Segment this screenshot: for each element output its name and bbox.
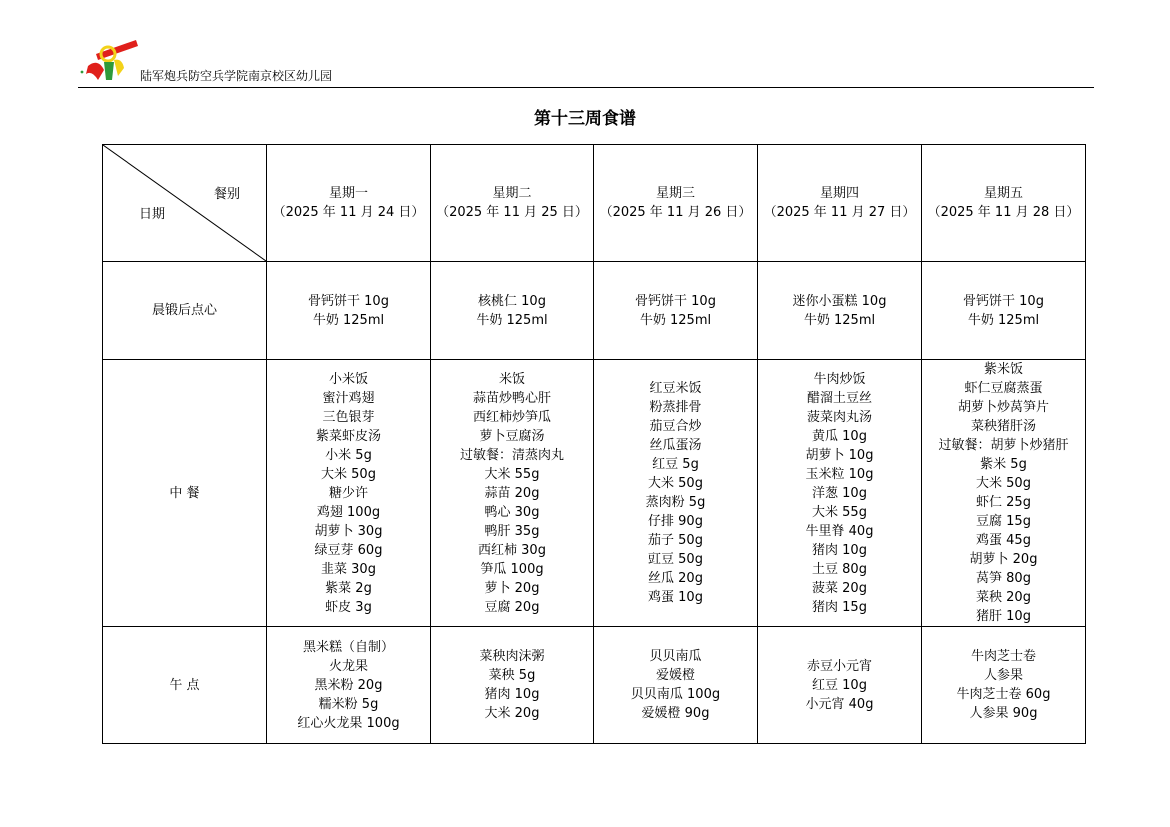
menu-item: 火龙果	[328, 658, 368, 674]
menu-item: 小米饭	[328, 371, 368, 387]
menu-cell	[594, 360, 758, 627]
menu-item: 鸡蛋 10g	[648, 590, 703, 605]
menu-item: 骨钙饼干 10g	[635, 293, 716, 309]
page-title: 第十三周食谱	[534, 109, 636, 129]
menu-cell	[758, 360, 922, 627]
day-header-thu	[758, 145, 922, 262]
menu-item: 蜜汁鸡翅	[322, 390, 375, 406]
menu-item: 胡萝卜炒莴笋片	[957, 400, 1049, 415]
menu-item: 鸭心 30g	[484, 504, 540, 520]
day-header-mon	[267, 145, 431, 262]
menu-item: 牛肉炒饭	[813, 371, 866, 387]
menu-cell	[267, 262, 431, 360]
menu-item: 虾仁豆腐蒸蛋	[964, 381, 1043, 396]
menu-item: 豆腐 15g	[976, 514, 1031, 529]
menu-item: 贝贝南瓜 100g	[630, 687, 721, 702]
menu-item: 牛肉芝士卷	[970, 649, 1036, 664]
day-name: 星期一	[328, 186, 368, 201]
menu-item: 胡萝卜 10g	[805, 447, 874, 463]
menu-item: 过敏餐：清蒸肉丸	[459, 447, 564, 463]
header-row	[103, 145, 1086, 262]
menu-item: 大米 55g	[812, 504, 867, 520]
menu-item: 蒸肉粉 5g	[645, 495, 706, 510]
menu-item: 牛肉芝士卷 60g	[956, 687, 1051, 702]
menu-item: 茄豆合炒	[649, 419, 702, 434]
menu-item: 菜秧猪肝汤	[970, 419, 1036, 434]
menu-item: 爱媛橙 90g	[641, 706, 710, 721]
menu-cell	[267, 360, 431, 627]
menu-item: 黑米粉 20g	[314, 677, 383, 693]
menu-item: 大米 50g	[976, 476, 1031, 491]
morning-snack-row	[103, 262, 1086, 360]
menu-item: 胡萝卜 30g	[314, 523, 383, 539]
day-name: 星期二	[492, 186, 532, 201]
menu-item: 土豆 80g	[812, 561, 867, 577]
menu-item: 仔排 90g	[648, 514, 703, 529]
menu-item: 大米 20g	[484, 706, 540, 721]
menu-item: 蒜苗 20g	[484, 485, 540, 501]
menu-item: 紫菜 2g	[325, 580, 372, 596]
menu-cell	[267, 627, 431, 744]
kindergarten-logo	[78, 40, 138, 82]
menu-item: 萝卜 20g	[484, 580, 540, 596]
weekly-menu-table	[102, 144, 1086, 744]
menu-item: 大米 50g	[648, 476, 703, 491]
menu-item: 豇豆 50g	[648, 552, 703, 567]
menu-item: 骨钙饼干 10g	[308, 293, 389, 309]
menu-item: 牛奶 125ml	[803, 312, 876, 328]
menu-item: 萝卜豆腐汤	[479, 428, 545, 444]
menu-item: 小元宵 40g	[805, 696, 874, 712]
menu-item: 红豆 5g	[652, 457, 699, 472]
menu-item: 菠菜 20g	[812, 580, 867, 596]
menu-item: 西红柿 30g	[478, 542, 546, 558]
menu-item: 洋葱 10g	[812, 485, 867, 501]
menu-item: 爱媛橙	[655, 668, 695, 683]
menu-cell	[922, 360, 1086, 627]
menu-item: 迷你小蛋糕 10g	[792, 293, 887, 309]
day-name: 星期四	[819, 186, 859, 201]
menu-item: 鸭肝 35g	[484, 523, 540, 539]
menu-item: 紫菜虾皮汤	[315, 428, 381, 444]
meal-row-label: 中 餐	[103, 360, 267, 627]
menu-item: 豆腐 20g	[484, 599, 540, 615]
menu-item: 红豆 10g	[812, 677, 867, 693]
day-header-wed	[594, 145, 758, 262]
menu-item: 猪肝 10g	[976, 609, 1031, 624]
menu-cell	[922, 627, 1086, 744]
menu-item: 虾皮 3g	[325, 599, 372, 615]
menu-item: 醋溜土豆丝	[806, 390, 872, 406]
menu-item: 菜秧肉沫粥	[479, 649, 545, 664]
menu-cell	[758, 262, 922, 360]
day-date: （2025 年 11 月 28 日）	[927, 205, 1080, 220]
menu-item: 牛奶 125ml	[476, 312, 548, 328]
day-header-tue	[431, 145, 594, 262]
menu-item: 红豆米饭	[649, 381, 702, 396]
menu-item: 猪肉 15g	[812, 599, 867, 615]
day-date: （2025 年 11 月 25 日）	[436, 205, 588, 220]
menu-item: 赤豆小元宵	[806, 658, 872, 674]
meal-row-label: 晨锻后点心	[103, 262, 267, 360]
menu-item: 大米 50g	[321, 466, 376, 482]
page-header	[78, 40, 1094, 88]
menu-item: 菜秧 5g	[488, 668, 536, 683]
menu-cell	[431, 262, 594, 360]
menu-item: 菠菜肉丸汤	[806, 409, 872, 425]
menu-cell	[594, 262, 758, 360]
meal-type-label: 餐别	[213, 187, 240, 202]
diagonal-divider	[103, 145, 266, 261]
menu-item: 紫米饭	[983, 362, 1023, 377]
menu-item: 笋瓜 100g	[480, 561, 544, 577]
afternoon-snack-row	[103, 627, 1086, 744]
menu-item: 米饭	[498, 371, 525, 387]
menu-item: 韭菜 30g	[321, 561, 376, 577]
menu-item: 黑米糕（自制）	[302, 639, 394, 655]
menu-item: 丝瓜 20g	[648, 571, 703, 586]
menu-item: 紫米 5g	[980, 457, 1027, 472]
menu-item: 核桃仁 10g	[478, 293, 546, 309]
menu-item: 虾仁 25g	[976, 495, 1031, 510]
menu-item: 鸡蛋 45g	[976, 533, 1031, 548]
day-name: 星期五	[983, 186, 1023, 201]
menu-item: 三色银芽	[322, 409, 375, 425]
menu-item: 西红柿炒笋瓜	[472, 409, 551, 425]
menu-item: 绿豆芽 60g	[314, 542, 383, 558]
menu-cell	[758, 627, 922, 744]
corner-cell	[103, 145, 267, 262]
header-divider	[78, 87, 1094, 88]
menu-item: 丝瓜蛋汤	[649, 438, 702, 453]
menu-item: 糖少许	[328, 485, 368, 501]
menu-cell	[594, 627, 758, 744]
meal-row-label: 午 点	[103, 627, 267, 744]
menu-item: 玉米粒 10g	[805, 466, 874, 482]
menu-item: 过敏餐：胡萝卜炒猪肝	[938, 438, 1069, 453]
menu-cell	[922, 262, 1086, 360]
day-date: （2025 年 11 月 27 日）	[763, 205, 916, 220]
menu-item: 莴笋 80g	[976, 571, 1031, 586]
menu-item: 鸡翅 100g	[316, 504, 381, 520]
day-date: （2025 年 11 月 24 日）	[272, 205, 425, 220]
lunch-row	[103, 360, 1086, 627]
day-header-fri	[922, 145, 1086, 262]
menu-item: 牛奶 125ml	[639, 312, 712, 328]
menu-item: 贝贝南瓜	[649, 649, 702, 664]
menu-item: 骨钙饼干 10g	[963, 293, 1044, 309]
day-name: 星期三	[655, 186, 695, 201]
menu-item: 胡萝卜 20g	[969, 552, 1038, 567]
menu-item: 牛里脊 40g	[805, 523, 874, 539]
school-name: 陆军炮兵防空兵学院南京校区幼儿园	[140, 69, 333, 83]
menu-item: 人参果 90g	[969, 706, 1038, 721]
menu-item: 大米 55g	[484, 466, 540, 482]
menu-item: 糯米粉 5g	[318, 696, 379, 712]
date-label: 日期	[139, 207, 166, 222]
menu-item: 牛奶 125ml	[967, 312, 1040, 328]
menu-cell	[431, 627, 594, 744]
day-date: （2025 年 11 月 26 日）	[599, 205, 752, 220]
menu-item: 人参果	[983, 668, 1023, 683]
menu-item: 粉蒸排骨	[649, 400, 702, 415]
menu-cell	[431, 360, 594, 627]
menu-item: 牛奶 125ml	[312, 312, 385, 328]
menu-item: 猪肉 10g	[812, 542, 867, 558]
menu-item: 菜秧 20g	[976, 590, 1031, 605]
menu-item: 茄子 50g	[648, 533, 703, 548]
menu-item: 蒜苗炒鸭心肝	[472, 390, 551, 406]
menu-item: 红心火龙果 100g	[297, 715, 400, 731]
menu-item: 猪肉 10g	[484, 687, 540, 702]
menu-item: 小米 5g	[325, 447, 372, 463]
menu-item: 黄瓜 10g	[812, 428, 867, 444]
